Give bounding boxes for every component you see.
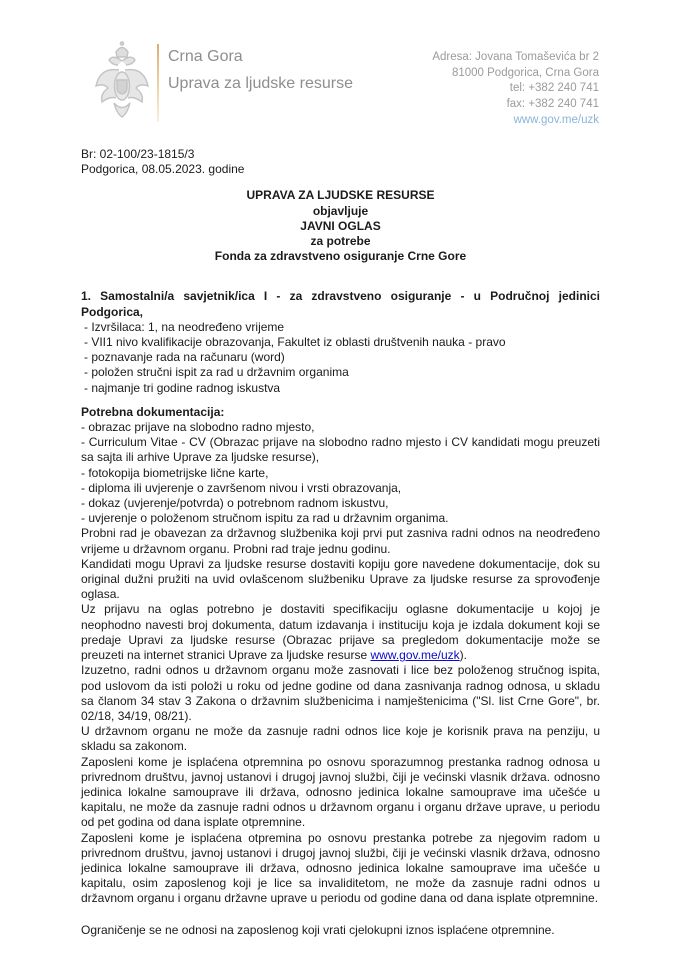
address-line: Adresa: Jovana Tomaševića br 2 bbox=[432, 51, 599, 63]
paragraph-penzija: U državnom organu ne može da zasnuje radni odnos lice koje je korisnik prava na penziju, u skladu sa zakonom. bbox=[81, 724, 600, 754]
requirement-item: - najmanje tri godine radnog iskustva bbox=[84, 380, 281, 395]
paragraph-ogranicenje: Ograničenje se ne odnosi na zaposlenog koji vrati cjelokupni iznos isplaćene otpremnine. bbox=[81, 922, 555, 937]
address-block bbox=[432, 50, 599, 129]
letterhead bbox=[0, 0, 679, 140]
documentation-item: - diploma ili uvjerenje o završenom nivou i vrsti obrazovanja, bbox=[81, 480, 402, 495]
paragraph-uz-prijavu bbox=[81, 602, 600, 663]
letterhead-accent-line bbox=[157, 44, 159, 122]
paragraph-izuzetno: Izuzetno, radni odnos u državnom organu može zasnovati i lice bez položenog stručnog ispita, pod uslovom da isti položi u roku od jedne godine od dana zasnivanja radnog odnosa, u skladu sa članom 34 stav 3 Zakona o državnim službenicima i namještenicima ("Sl. list Crne Gore", br. 02/18, 34/19, 08/21). bbox=[81, 663, 600, 723]
header-website-text: www.gov.me/uzk bbox=[513, 114, 599, 126]
document-body bbox=[81, 147, 600, 938]
documentation-heading: Potrebna dokumentacija: bbox=[81, 404, 225, 419]
requirement-item: - Izvršilaca: 1, na neodređeno vrijeme bbox=[84, 319, 285, 334]
documentation-item: - fotokopija biometrijske lične karte, bbox=[81, 465, 269, 480]
org-country: Crna Gora bbox=[168, 48, 243, 65]
documentation-item: - dokaz (uvjerenje/potvrda) o potrebnom radnom iskustvu, bbox=[81, 496, 389, 511]
announcement-verb: objavljuje bbox=[312, 203, 369, 218]
org-department: Uprava za ljudske resurse bbox=[168, 75, 353, 92]
requirement-item: - VII1 nivo kvalifikacije obrazovanja, Fakultet iz oblasti društvenih nauka - pravo bbox=[84, 335, 506, 350]
announcement-for: za potrebe bbox=[310, 234, 371, 249]
vacancy-heading: 1. Samostalni/a savjetnik/ica I - za zdravstveno osiguranje - u Područnoj jedinici Podgorica, bbox=[81, 289, 600, 319]
paragraph-kandidati: Kandidati mogu Upravi za ljudske resurse dostaviti kopiju gore navedene dokumentacije, dok su original dužni pružiti na uvid ovlašcenom službeniku Uprave za ljudske resurse za sprovođenje oglasa. bbox=[81, 556, 600, 602]
phone-line: tel: +382 240 741 bbox=[509, 82, 599, 94]
announcement-title-block bbox=[81, 188, 600, 264]
paragraph-uz-prijavu-text: Uz prijavu na oglas potrebno je dostaviti specifikaciju oglasne dokumentacije u kojoj je neophodno navesti broj dokumenta, datum izdavanja i instituciju koja je izdala dokument koji se predaje Upravi za ljudske resurse (Obrazac prijave sa pregledom dokumentacije može se preuzeti na internet stranici Uprave za ljudske resurse bbox=[81, 602, 600, 663]
address-line: 81000 Podgorica, Crna Gora bbox=[451, 66, 599, 79]
organization-name-block bbox=[168, 47, 353, 94]
reference-place-date: Podgorica, 08.05.2023. godine bbox=[81, 162, 245, 177]
reference-number: Br: 02-100/23-1815/3 bbox=[81, 147, 195, 161]
announcement-type: JAVNI OGLAS bbox=[300, 218, 381, 233]
reference-block bbox=[81, 147, 600, 177]
body-website-link[interactable]: www.gov.me/uzk bbox=[370, 648, 460, 663]
documentation-item: - uvjerenje o položenom stručnom ispitu za rad u državnim organima. bbox=[81, 511, 449, 526]
announcement-beneficiary: Fonda za zdravstveno osiguranje Crne Gore bbox=[214, 249, 467, 264]
requirement-item: - poznavanje rada na računaru (word) bbox=[84, 350, 285, 365]
paragraph-uz-prijavu-tail: ). bbox=[459, 648, 467, 663]
coat-of-arms-logo bbox=[93, 40, 151, 124]
fax-line: fax: +382 240 741 bbox=[506, 97, 599, 110]
announcement-org: UPRAVA ZA LJUDSKE RESURSE bbox=[246, 188, 435, 203]
documentation-item: - obrazac prijave na slobodno radno mjesto, bbox=[81, 420, 315, 435]
requirement-item: - položen stručni ispit za rad u državnim organima bbox=[84, 365, 349, 380]
eagle-crest-icon bbox=[93, 40, 151, 124]
paragraph-probni-rad: Probni rad je obavezan za državnog službenika koji prvi put zasniva radni odnos na neodređeno vrijeme u državnom organu. Probni rad traje jednu godinu. bbox=[81, 526, 600, 556]
paragraph-otpremnina-prestanak: Zaposleni kome je isplaćena otpremina po osnovu prestanka potrebe za njegovim radom u privrednom društvu, javnoj ustanovi i drugoj javnoj službi, čiji je većinski vlasnik država, odnosno jedinica lokalne samouprave ili država, odnosno jedinica lokalne samouprave ima učešće u kapitalu, osim zaposlenog koji je lice sa invaliditetom, ne može da zasnuje radni odnos u državnom organu i organu državne uprave u periodu od godine dana od dana isplate otpremnine. bbox=[81, 830, 600, 906]
documentation-item: - Curriculum Vitae - CV (Obrazac prijave na slobodno radno mjesto i CV kandidati mogu preuzeti sa sajta ili arhive Uprave za ljudske resurse), bbox=[81, 435, 600, 465]
paragraph-otpremnina-sporazumni: Zaposleni kome je isplaćena otpremnina po osnovu sporazumnog prestanka radnog odnosa u privrednom društvu, javnoj ustanovi i drugoj javnoj službi, čiji je većinski vlasnik država. odnosno jedinica lokalne samouprave ili država, odnosno jedinica lokalne samouprave ima učešće u kapitalu, ne može da zasnuje radni odnos u državnom organu i organu države uprave, u periodu od pet godina od dana isplate otpremnine. bbox=[81, 754, 600, 830]
